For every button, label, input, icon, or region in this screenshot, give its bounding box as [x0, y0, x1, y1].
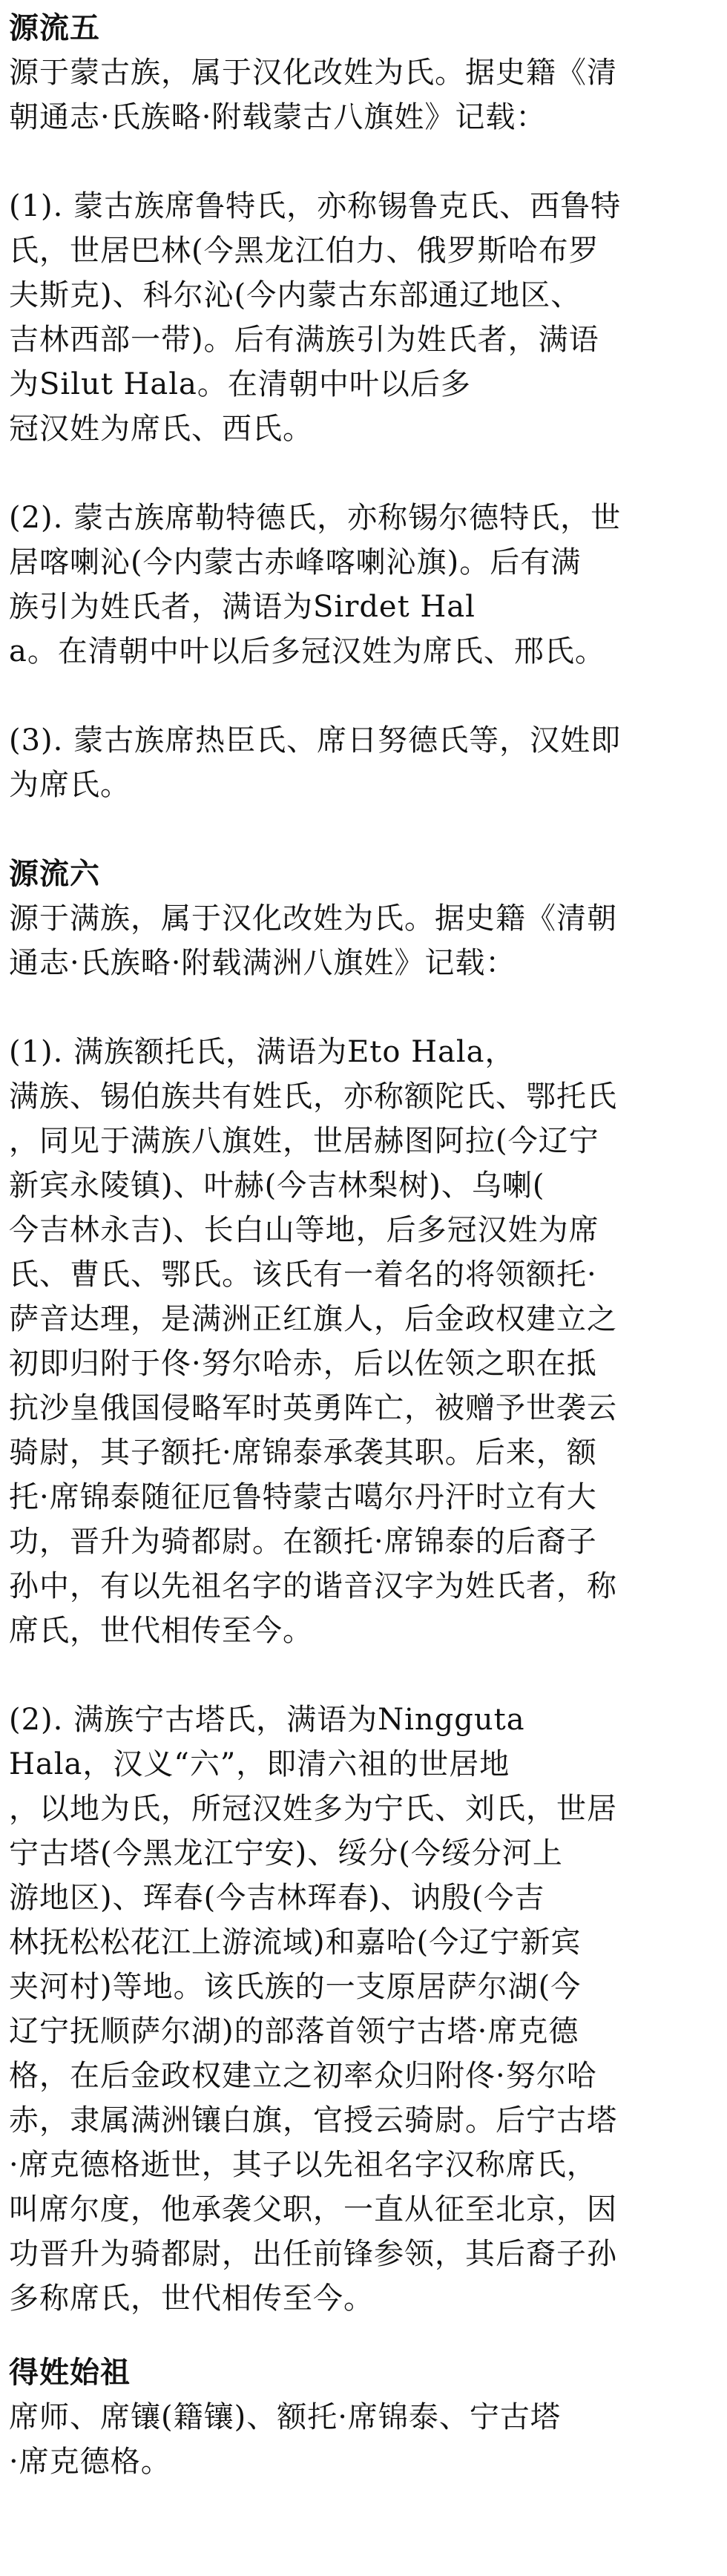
item-line: 为席氏。 [9, 768, 131, 802]
item-line: 席氏，世代相传至今。 [9, 1614, 313, 1648]
item-line: 叫席尔度，他承袭父职，一直从征至北京，因 [9, 2192, 617, 2227]
item-line: 功，晋升为骑都尉。在额托·席锦泰的后裔子 [9, 1525, 597, 1559]
item-line: 托·席锦泰随征厄鲁特蒙古噶尔丹汗时立有大 [9, 1480, 597, 1514]
intro-line: 朝通志·氏族略·附载蒙古八旗姓》记载： [9, 100, 547, 134]
item-line: 林抚松松花江上游流域)和嘉哈(今辽宁新宾 [9, 1925, 582, 1959]
item-line: 游地区)、珲春(今吉林珲春)、讷殷(今吉 [9, 1881, 545, 1915]
item-line: (1). 满族额托氏，满语为Eto Hala， [9, 1035, 516, 1069]
paragraph-gap [9, 985, 718, 1030]
section-heading-deshi: 得姓始祖 [9, 2355, 131, 2390]
item-line: a。在清朝中叶以后多冠汉姓为席氏、邢氏。 [9, 634, 605, 668]
item-line: (1). 蒙古族席鲁特氏，亦称锡鲁克氏、西鲁特 [9, 189, 622, 223]
item-line: ·席克德格逝世，其子以先祖名字汉称席氏， [9, 2148, 597, 2182]
body-line: 席师、席镶(籍镶)、额托·席锦泰、宁古塔 [9, 2400, 561, 2434]
item-line: (2). 蒙古族席勒特德氏，亦称锡尔德特氏，世 [9, 501, 622, 535]
item-line: 宁古塔(今黑龙江宁安)、绥分(今绥分河上 [9, 1836, 563, 1870]
item-line: Hala，汉义“六”，即清六祖的世居地 [9, 1747, 510, 1781]
article-page [9, 6, 718, 2484]
item-line: ，以地为氏，所冠汉姓多为宁氏、刘氏，世居 [9, 1792, 617, 1826]
section-heading-yuanliu5: 源流五 [9, 10, 100, 45]
item-line: 族引为姓氏者，满语为Sirdet Hal [9, 590, 476, 624]
item-line: 夫斯克)、科尔沁(今内蒙古东部通辽地区、 [9, 278, 582, 312]
item-line: 夹河村)等地。该氏族的一支原居萨尔湖(今 [9, 1970, 582, 2004]
paragraph-gap [9, 451, 718, 496]
intro-line: 通志·氏族略·附载满洲八旗姓》记载： [9, 946, 516, 980]
item-line: 今吉林永吉)、长白山等地，后多冠汉姓为席 [9, 1213, 599, 1247]
item-line: 抗沙皇俄国侵略军时英勇阵亡，被赠予世袭云 [9, 1391, 617, 1425]
intro-line: 源于蒙古族，属于汉化改姓为氏。据史籍《清 [9, 56, 617, 90]
item-line: 氏、曹氏、鄂氏。该氏有一着名的将领额托· [9, 1258, 597, 1292]
item-line: (2). 满族宁古塔氏，满语为Ningguta [9, 1703, 525, 1737]
item-line: 吉林西部一带)。后有满族引为姓氏者，满语 [9, 323, 599, 357]
body-line: ·席克德格。 [9, 2445, 171, 2479]
section-heading-yuanliu6: 源流六 [9, 856, 100, 891]
paragraph-gap [9, 674, 718, 718]
item-line: 居喀喇沁(今内蒙古赤峰喀喇沁旗)。后有满 [9, 545, 582, 579]
item-line: 赤，隶属满洲镶白旗，官授云骑尉。后宁古塔 [9, 2103, 617, 2138]
item-line: 冠汉姓为席氏、西氏。 [9, 412, 313, 446]
item-line: 多称席氏，世代相传至今。 [9, 2281, 374, 2316]
item-line: 为Silut Hala。在清朝中叶以后多 [9, 367, 471, 401]
item-line: 格，在后金政权建立之初率众归附佟·努尔哈 [9, 2059, 597, 2093]
item-line: 初即归附于佟·努尔哈赤，后以佐领之职在抵 [9, 1347, 597, 1381]
intro-line: 源于满族，属于汉化改姓为氏。据史籍《清朝 [9, 901, 617, 936]
item-line: 功晋升为骑都尉，出任前锋参领，其后裔子孙 [9, 2237, 617, 2271]
paragraph-gap [9, 2321, 718, 2350]
item-line: 氏，世居巴林(今黑龙江伯力、俄罗斯哈布罗 [9, 234, 599, 268]
item-line: 萨音达理，是满洲正红旗人，后金政权建立之 [9, 1302, 617, 1336]
item-line: 辽宁抚顺萨尔湖)的部落首领宁古塔·席克德 [9, 2014, 579, 2048]
item-line: 新宾永陵镇)、叶赫(今吉林梨树)、乌喇( [9, 1169, 545, 1203]
item-line: (3). 蒙古族席热臣氏、席日努德氏等，汉姓即 [9, 723, 622, 758]
paragraph-gap [9, 139, 718, 184]
item-line: 骑尉，其子额托·席锦泰承袭其职。后来，额 [9, 1436, 597, 1470]
item-line: 满族、锡伯族共有姓氏，亦称额陀氏、鄂托氏 [9, 1080, 617, 1114]
paragraph-gap [9, 807, 718, 852]
item-line: 孙中，有以先祖名字的谐音汉字为姓氏者，称 [9, 1569, 617, 1603]
item-line: ，同见于满族八旗姓，世居赫图阿拉(今辽宁 [9, 1124, 599, 1158]
paragraph-gap [9, 1653, 718, 1698]
